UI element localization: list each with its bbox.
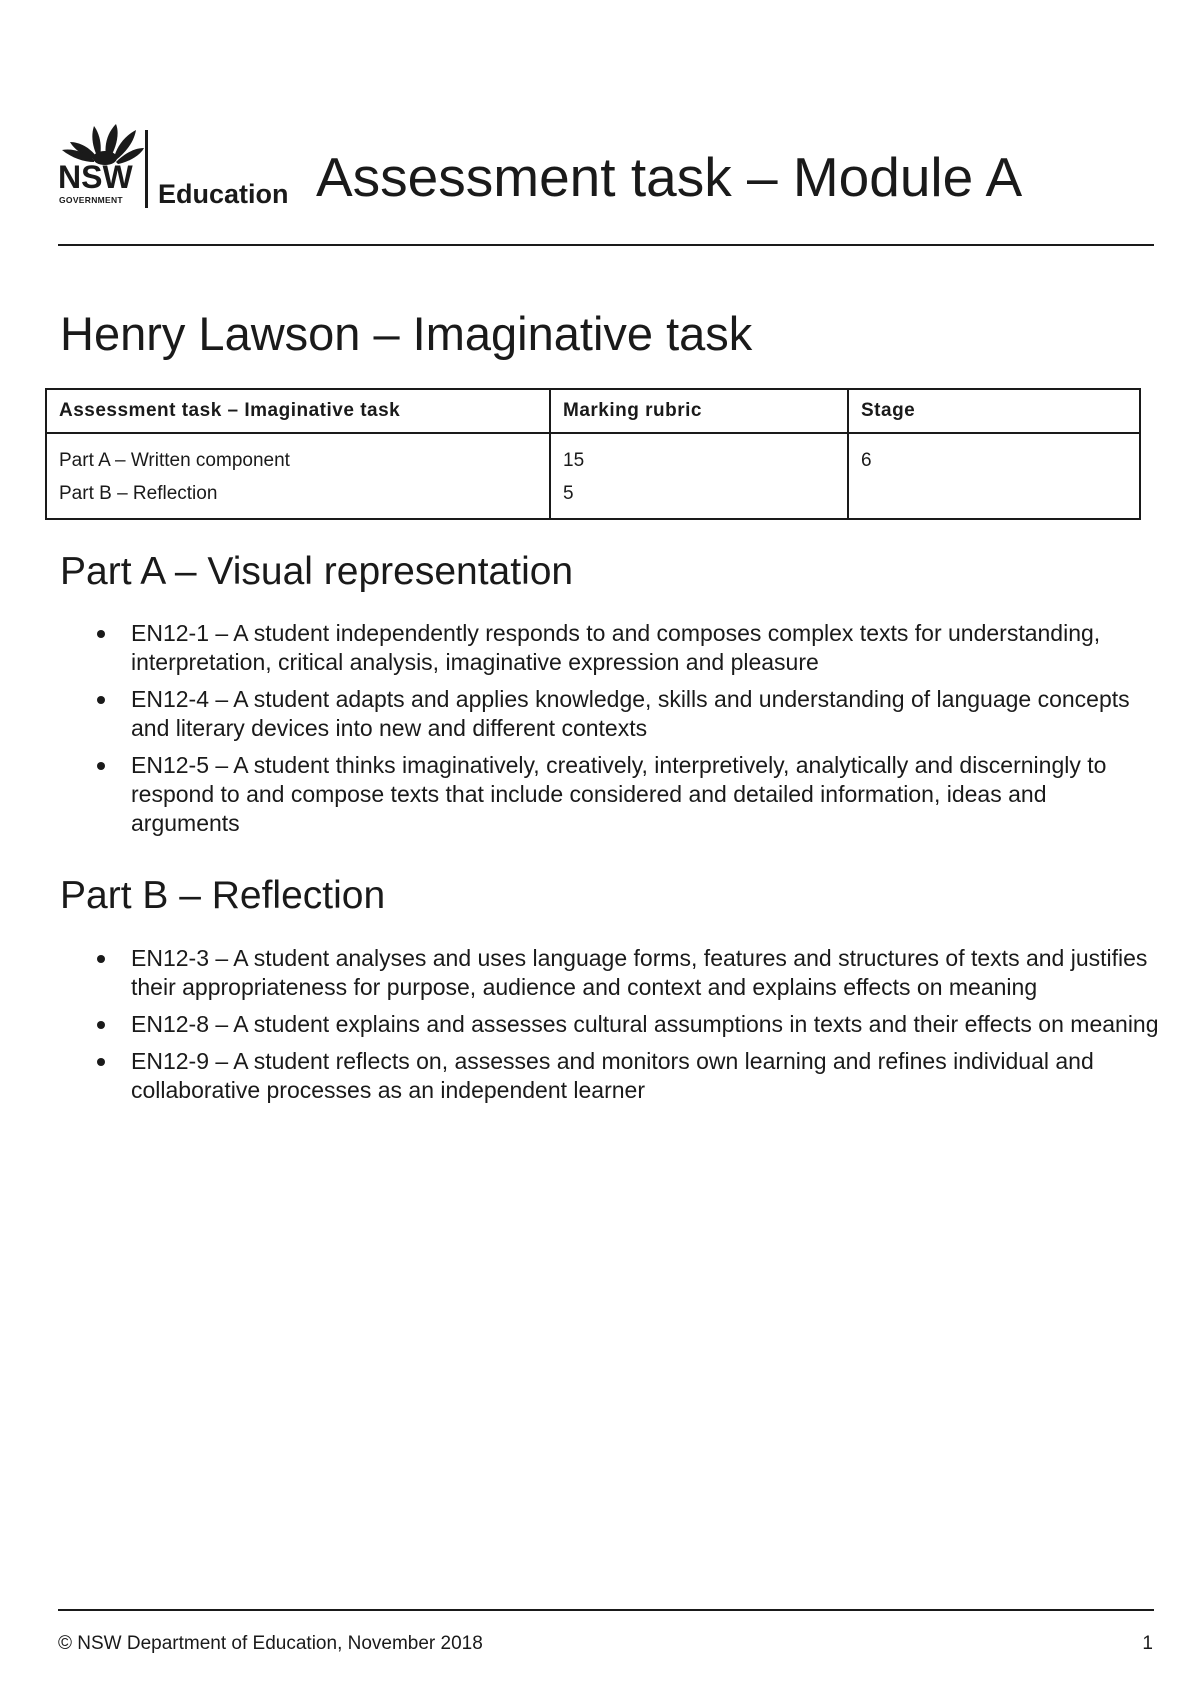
table-row [46, 433, 1140, 519]
list-item [60, 1047, 1160, 1105]
svg-text:Education: Education [158, 179, 289, 209]
rubric-part-a: 15 [563, 450, 585, 471]
svg-text:NSW: NSW [58, 159, 133, 195]
list-item [60, 944, 1160, 1002]
rubric-part-b: 5 [563, 483, 574, 504]
outcome-text: EN12-3 – A student analyses and uses language forms, features and structures of texts and justifies their appropriateness for purpose, audience and context and explains effects on meaning [131, 945, 1148, 1000]
svg-text:GOVERNMENT: GOVERNMENT [59, 195, 123, 205]
footer-copyright: © NSW Department of Education, November 2018 [58, 1633, 483, 1654]
nsw-education-logo [58, 122, 308, 212]
footer-divider [58, 1609, 1154, 1611]
assessment-table [45, 388, 1141, 520]
outcome-text: EN12-9 – A student reflects on, assesses and monitors own learning and refines individual and collaborative processes as an independent learner [131, 1048, 1094, 1103]
document-title: Assessment task – Module A [316, 146, 1023, 208]
table-cell [46, 433, 550, 519]
page-number: 1 [1142, 1633, 1153, 1654]
table-header-cell: Assessment task – Imaginative task [46, 389, 550, 433]
bullet-icon [97, 696, 105, 704]
outcome-text: EN12-8 – A student explains and assesses cultural assumptions in texts and their effects on meaning [131, 1011, 1159, 1037]
list-item [60, 1010, 1160, 1039]
part-a-outcomes [60, 619, 1160, 846]
page-heading: Henry Lawson – Imaginative task [60, 307, 753, 360]
outcome-text: EN12-4 – A student adapts and applies knowledge, skills and understanding of language concepts and literary devices into new and different contexts [131, 686, 1130, 741]
document-header [58, 122, 1154, 216]
waratah-icon [58, 122, 308, 212]
table-cell [550, 433, 848, 519]
bullet-icon [97, 630, 105, 638]
header-divider [58, 244, 1154, 246]
part-b-heading: Part B – Reflection [60, 874, 386, 917]
bullet-icon [97, 1058, 105, 1066]
stage-value: 6 [861, 450, 872, 471]
bullet-icon [97, 1021, 105, 1029]
list-item [60, 685, 1160, 743]
task-part-b: Part B – Reflection [59, 483, 218, 504]
task-part-a: Part A – Written component [59, 450, 290, 471]
part-b-outcomes [60, 944, 1160, 1113]
table-header-cell: Marking rubric [550, 389, 848, 433]
table-header-cell: Stage [848, 389, 1140, 433]
bullet-icon [97, 955, 105, 963]
part-a-heading: Part A – Visual representation [60, 550, 574, 593]
list-item [60, 619, 1160, 677]
table-header-row [46, 389, 1140, 433]
outcome-text: EN12-5 – A student thinks imaginatively, creatively, interpretively, analytically and discerningly to respond to and compose texts that include considered and detailed information, ideas and arguments [131, 752, 1107, 836]
list-item [60, 751, 1160, 838]
table-cell [848, 433, 1140, 519]
outcome-text: EN12-1 – A student independently responds to and composes complex texts for understanding, interpretation, critical analysis, imaginative expression and pleasure [131, 620, 1101, 675]
bullet-icon [97, 762, 105, 770]
